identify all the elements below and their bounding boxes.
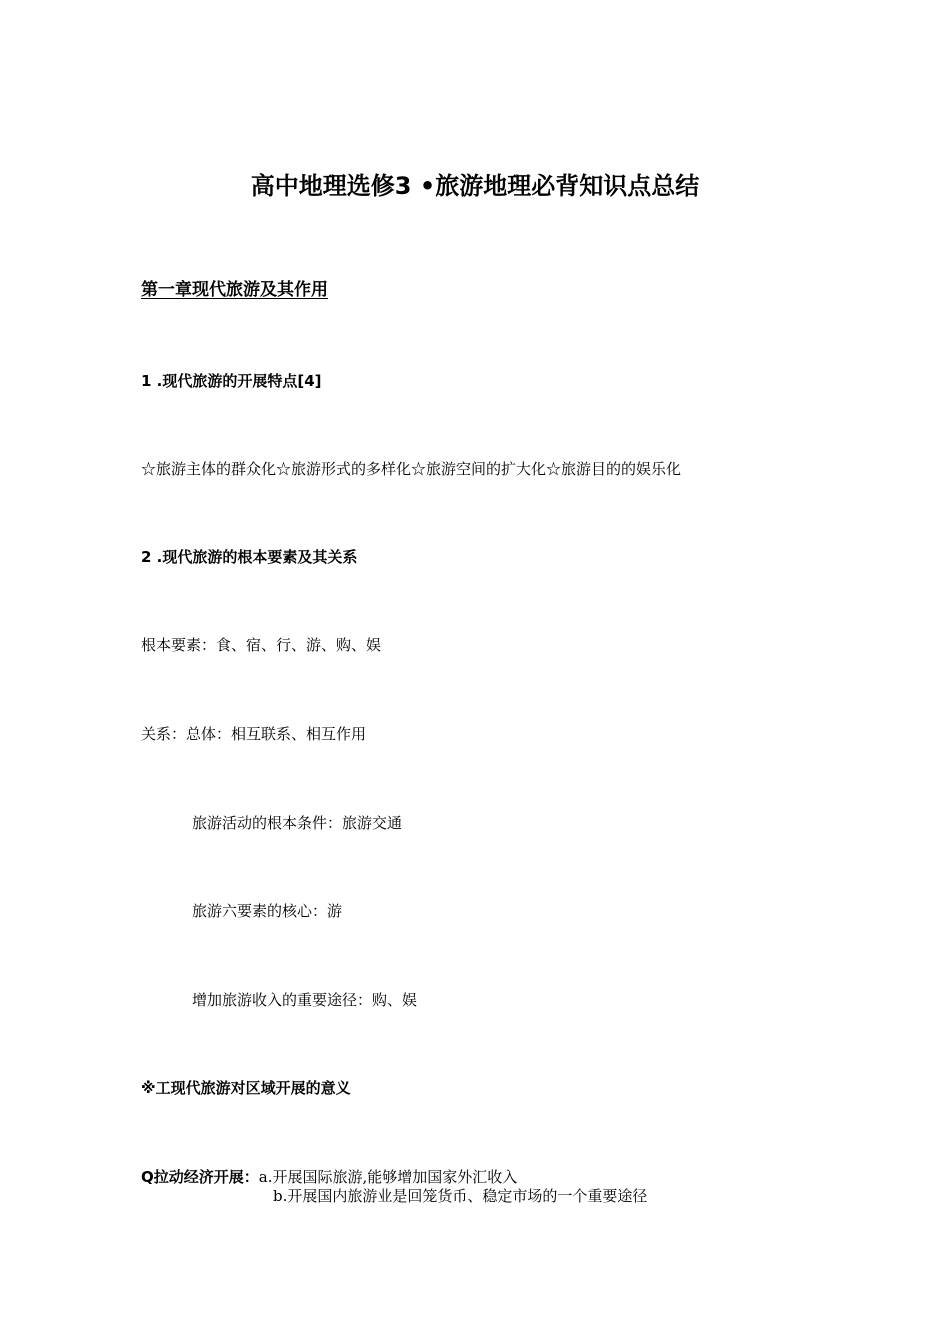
income-path-text: 增加旅游收入的重要途径：购、娱 (192, 991, 418, 1009)
basic-condition-text: 旅游活动的根本条件：旅游交通 (192, 814, 403, 832)
economic-development-item-b: b.开展国内旅游业是回笼货币、稳定市场的一个重要途径 (273, 1187, 648, 1205)
section-2-heading: 2 .现代旅游的根本要素及其关系 (141, 548, 358, 566)
economic-development-label: Q拉动经济开展： (141, 1168, 259, 1186)
basic-elements-text: 根本要素：食、宿、行、游、购、娱 (141, 636, 382, 654)
core-element-text: 旅游六要素的核心：游 (192, 902, 343, 920)
economic-development-item-a (141, 1168, 517, 1186)
relation-text: 关系：总体：相互联系、相互作用 (141, 725, 367, 743)
chapter-heading: 第一章现代旅游及其作用 (141, 280, 328, 300)
section-3-heading: ※工现代旅游对区域开展的意义 (141, 1079, 351, 1097)
document-title: 高中地理选修3 •旅游地理必背知识点总结 (250, 172, 700, 200)
section-1-text: ☆旅游主体的群众化☆旅游形式的多样化☆旅游空间的扩大化☆旅游目的的娱乐化 (141, 460, 682, 478)
section-1-heading: 1 .现代旅游的开展特点[4] (141, 372, 322, 390)
item-a-text: a.开展国际旅游,能够增加国家外汇收入 (258, 1168, 518, 1186)
